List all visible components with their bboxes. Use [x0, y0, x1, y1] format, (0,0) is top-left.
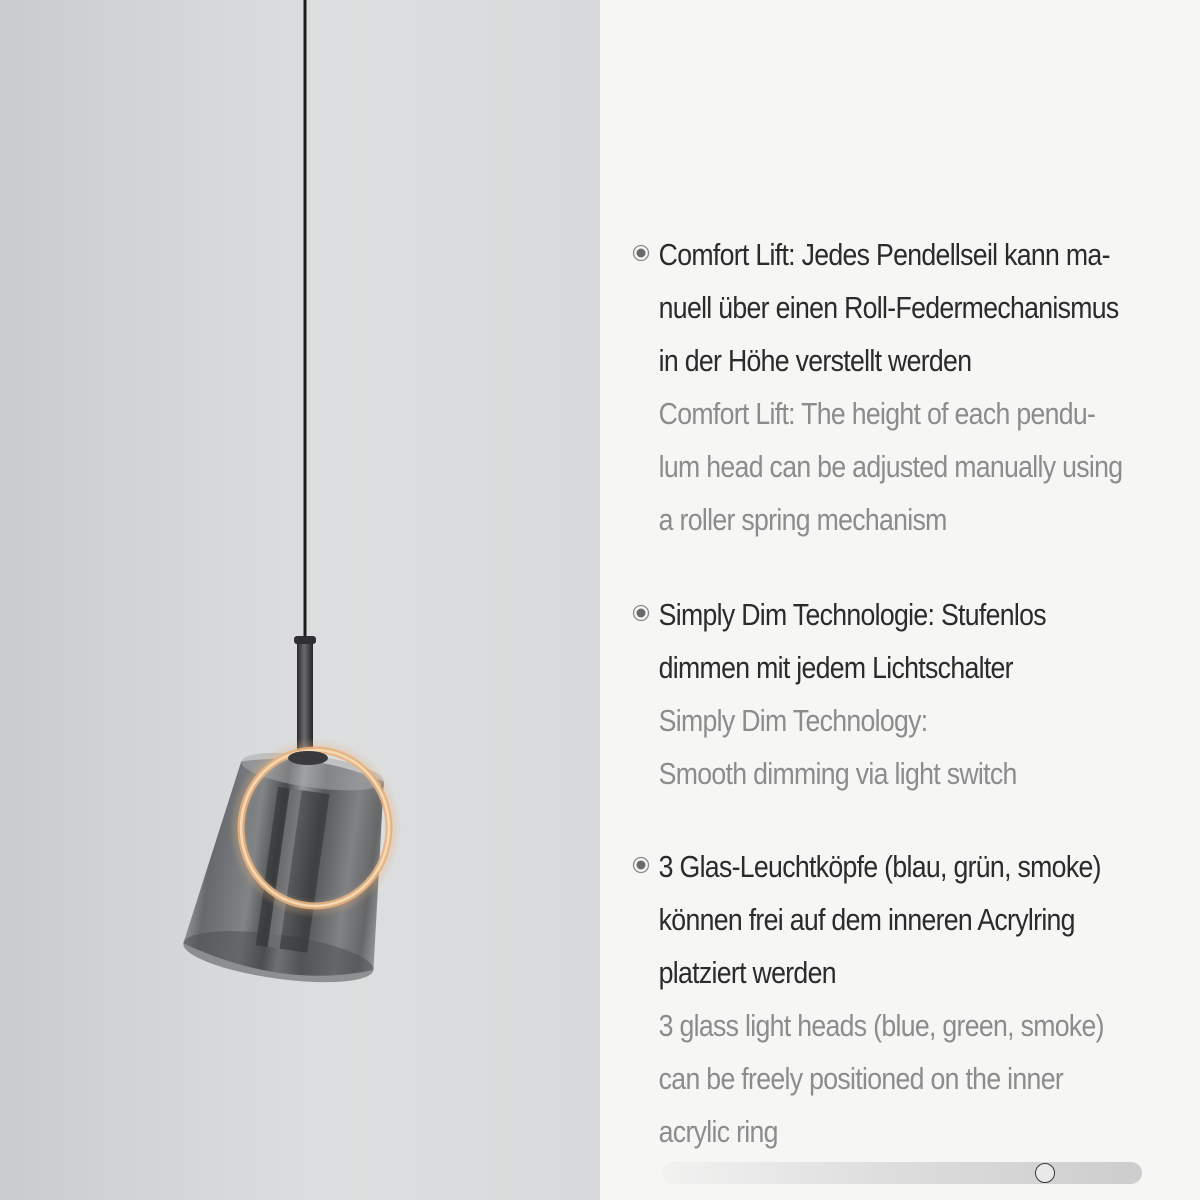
- feature-list: [600, 0, 1200, 1200]
- feature-simply-dim: [632, 588, 1177, 800]
- feature-text-de: dimmen mit jedem Lichtschalter: [658, 650, 1013, 685]
- feature-text-en: Simply Dim Technology:: [658, 703, 928, 738]
- feature-text-en: Comfort Lift: The height of each pendu-: [658, 396, 1096, 431]
- slider-handle[interactable]: [1035, 1163, 1055, 1183]
- feature-text-en: can be freely positioned on the inner: [658, 1061, 1064, 1096]
- feature-text-de: in der Höhe verstellt werden: [658, 343, 972, 378]
- feature-text-de: 3 Glas-Leuchtköpfe (blau, grün, smoke): [658, 849, 1101, 884]
- feature-text-en: 3 glass light heads (blue, green, smoke): [658, 1008, 1104, 1043]
- feature-text-de: platziert werden: [658, 955, 836, 990]
- feature-text-de: Simply Dim Technologie: Stufenlos: [658, 597, 1046, 632]
- feature-text-de: können frei auf dem inneren Acrylring: [658, 902, 1075, 937]
- feature-text-de: nuell über einen Roll-Federmechanismus: [658, 290, 1119, 325]
- feature-glass-heads: [632, 840, 1177, 1158]
- feature-text-de: Comfort Lift: Jedes Pendellseil kann ma-: [658, 237, 1110, 272]
- feature-text-en: lum head can be adjusted manually using: [658, 449, 1123, 484]
- feature-text-en: acrylic ring: [658, 1114, 778, 1149]
- horizontal-slider-track[interactable]: [662, 1162, 1142, 1184]
- feature-text-en: Smooth dimming via light switch: [658, 756, 1017, 791]
- feature-comfort-lift: [632, 228, 1177, 546]
- feature-text-en: a roller spring mechanism: [658, 502, 947, 537]
